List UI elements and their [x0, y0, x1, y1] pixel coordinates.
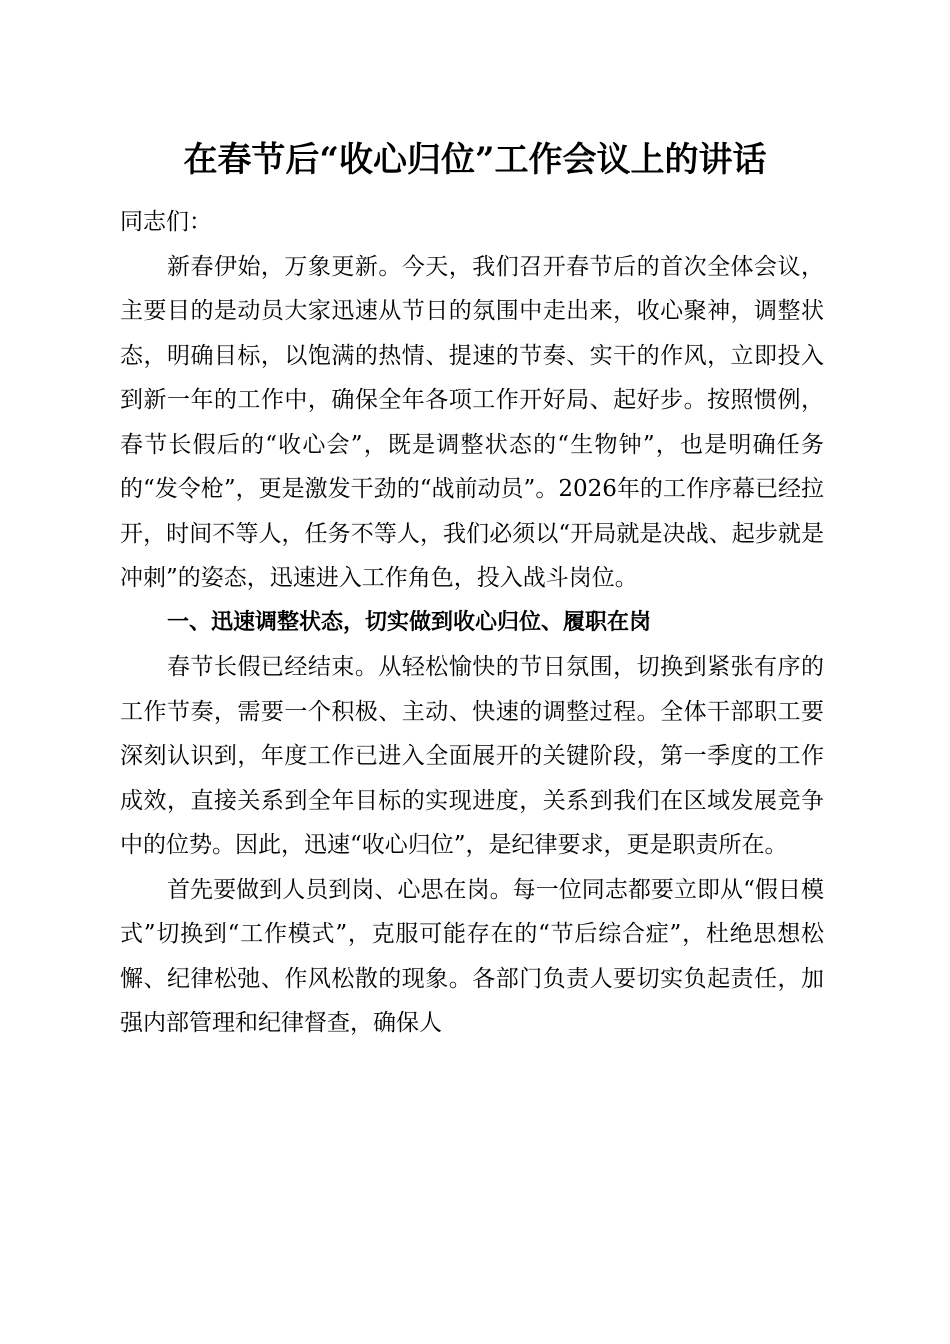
section-heading-1: 一、迅速调整状态，切实做到收心归位、履职在岗	[167, 609, 652, 635]
paragraph-section1-2: 首先要做到人员到岗、心思在岗。每一位同志都要立即从“假日模式”切换到“工作模式”，克服可能存在的“节后综合症”，杜绝思想松懈、纪律松弛、作风松散的现象。各部门负责人要切实负起责任，加强内部管理和纪律督查，确保人	[120, 876, 824, 1036]
salutation: 同志们：	[120, 209, 212, 235]
paragraph-intro: 新春伊始，万象更新。今天，我们召开春节后的首次全体会议，主要目的是动员大家迅速从节日的氛围中走出来，收心聚神，调整状态，明确目标，以饱满的热情、提速的节奏、实干的作风，立即投入到新一年的工作中，确保全年各项工作开好局、起好步。按照惯例，春节长假后的“收心会”，既是调整状态的“生物钟”，也是明确任务的“发令枪”，更是激发干劲的“战前动员”。2026年的工作序幕已经拉开，时间不等人，任务不等人，我们必须以“开局就是决战、起步就是冲刺”的姿态，迅速进入工作角色，投入战斗岗位。	[120, 253, 824, 591]
document-body	[120, 200, 824, 1046]
document-title: 在春节后“收心归位”工作会议上的讲话	[183, 140, 767, 180]
paragraph-section1-1: 春节长假已经结束。从轻松愉快的节日氛围，切换到紧张有序的工作节奏，需要一个积极、主动、快速的调整过程。全体干部职工要深刻认识到，年度工作已进入全面展开的关键阶段，第一季度的工作成效，直接关系到全年目标的实现进度，关系到我们在区域发展竞争中的位势。因此，迅速“收心归位”，是纪律要求，更是职责所在。	[120, 654, 824, 858]
